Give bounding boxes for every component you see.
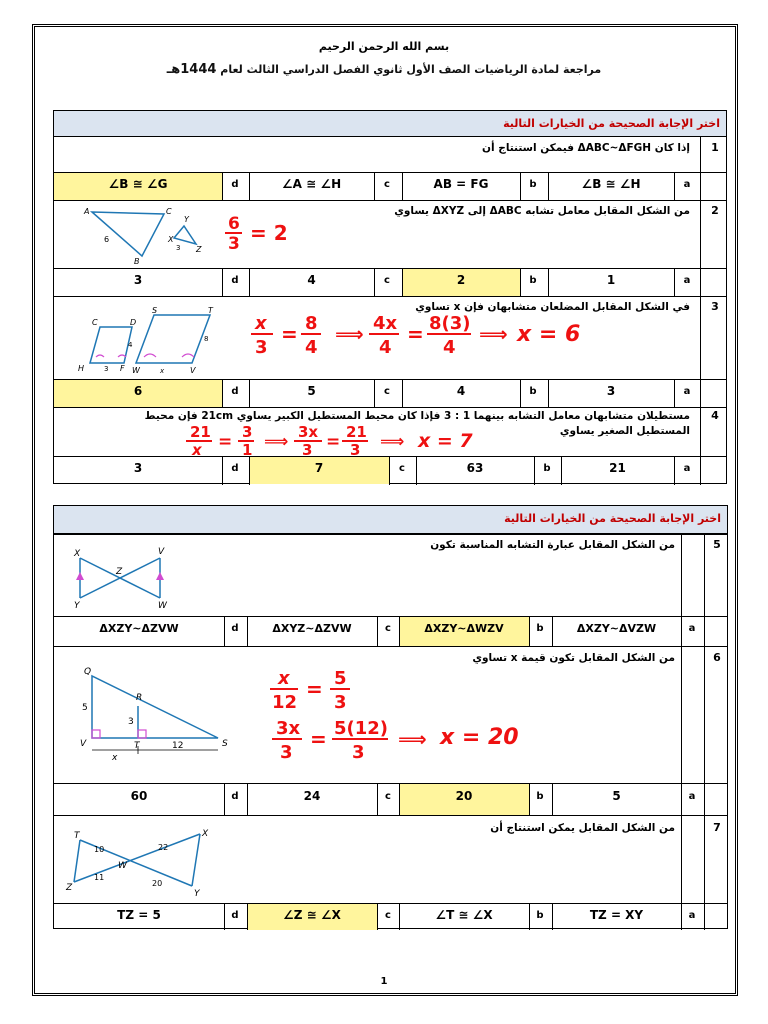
option-letter-a: a xyxy=(688,623,696,634)
label-12: 12 xyxy=(172,741,184,751)
svg-text:4x: 4x xyxy=(373,313,398,334)
q7-option-d[interactable]: TZ = 5 xyxy=(117,908,161,922)
label-Z: Z xyxy=(196,245,202,254)
option-letter-a: a xyxy=(688,791,696,802)
label-6: 6 xyxy=(104,235,110,244)
option-letter-d: d xyxy=(231,386,239,397)
label-S: S xyxy=(222,739,228,749)
label-22: 22 xyxy=(158,843,169,852)
section-heading-1: اختر الإجابة الصحيحة من الخيارات التالية xyxy=(54,111,726,137)
svg-text:=: = xyxy=(218,432,233,452)
label-8: 8 xyxy=(204,335,209,343)
svg-text:3: 3 xyxy=(334,692,347,713)
option-letter-c: c xyxy=(384,386,390,397)
svg-text:8(3): 8(3) xyxy=(429,313,471,334)
label-Y: Y xyxy=(194,889,200,899)
q1-option-a[interactable]: ∠B ≅ ∠H xyxy=(581,177,641,191)
label-C: C xyxy=(166,207,172,216)
q6-option-d[interactable]: 60 xyxy=(130,789,148,803)
question-text-2: من الشكل المقابل معامل تشابه ΔABC إلى ΔXYZ يساوي xyxy=(394,205,690,217)
question-text-1: إذا كان ΔABC~ΔFGH فيمكن استنتاج أن xyxy=(482,142,690,154)
label-A: A xyxy=(84,207,90,216)
q4-option-d[interactable]: 3 xyxy=(133,461,143,475)
label-3: 3 xyxy=(128,717,134,727)
svg-text:8: 8 xyxy=(305,313,318,334)
question-number-1: 1 xyxy=(711,141,719,154)
label-W: W xyxy=(132,366,140,375)
q7-option-c[interactable]: ∠Z ≅ ∠X xyxy=(283,908,341,922)
svg-text:4: 4 xyxy=(379,337,392,358)
option-letter-c: c xyxy=(385,623,391,634)
option-letter-a: a xyxy=(683,179,691,190)
svg-text:3: 3 xyxy=(255,337,268,358)
question-number-2: 2 xyxy=(711,204,719,217)
option-letter-a: a xyxy=(683,463,691,474)
option-letter-a: a xyxy=(683,275,691,286)
q3-option-c[interactable]: 5 xyxy=(307,384,316,398)
label-T: T xyxy=(134,741,140,751)
option-letter-b: b xyxy=(529,179,537,190)
option-letter-d: d xyxy=(231,179,239,190)
option-letter-c: c xyxy=(384,275,390,286)
q7-option-a[interactable]: TZ = XY xyxy=(589,908,644,922)
svg-text:=: = xyxy=(407,322,424,346)
svg-text:5: 5 xyxy=(334,668,347,689)
svg-text:3x: 3x xyxy=(298,423,319,441)
label-11: 11 xyxy=(94,873,105,882)
label-W: W xyxy=(158,601,167,611)
label-X: X xyxy=(202,829,209,839)
label-T: T xyxy=(208,306,213,315)
svg-text:3: 3 xyxy=(350,441,361,459)
label-3: 3 xyxy=(176,244,181,252)
option-letter-d: d xyxy=(231,275,239,286)
label-D: D xyxy=(130,318,137,327)
q5-bowtie-figure xyxy=(70,546,180,610)
q2-handwritten-work xyxy=(222,213,322,253)
q6-option-a[interactable]: 5 xyxy=(612,789,621,803)
question-text-4: مستطيلان متشابهان معامل التشابه بينهما 1 : 3 فإذا كان محيط المستطيل الكبير يساوي 21cm فإن محيط المستطيل الصغير يساوي xyxy=(144,410,690,437)
svg-text:⟹: ⟹ xyxy=(264,432,289,452)
label-V: V xyxy=(80,739,87,749)
q7-option-b[interactable]: ∠T ≅ ∠X xyxy=(435,908,493,922)
option-letter-b: b xyxy=(536,623,544,634)
question-text-7: من الشكل المقابل يمكن استنتاج أن xyxy=(490,822,675,834)
svg-text:4: 4 xyxy=(443,337,456,358)
q5-option-a[interactable]: ΔXZY~ΔVZW xyxy=(576,622,657,635)
option-letter-a: a xyxy=(683,386,691,397)
question-text-3: في الشكل المقابل المضلعان متشابهان فإن x تساوي xyxy=(415,301,690,313)
bismillah: بسم الله الرحمن الرحيم xyxy=(318,40,450,53)
option-letter-c: c xyxy=(385,791,391,802)
q3-option-b[interactable]: 4 xyxy=(456,384,466,398)
q6-option-c[interactable]: 24 xyxy=(303,789,321,803)
option-letter-b: b xyxy=(529,386,537,397)
label-X: X xyxy=(168,235,174,244)
q6-triangle-figure xyxy=(76,666,236,766)
svg-text:12: 12 xyxy=(272,692,298,713)
label-Y: Y xyxy=(184,215,189,224)
q3-option-d[interactable]: 6 xyxy=(133,384,143,398)
question-number-3: 3 xyxy=(711,300,719,313)
option-letter-d: d xyxy=(231,791,239,802)
label-C: C xyxy=(92,318,98,327)
q3-polygons-figure xyxy=(74,305,214,375)
q3-option-a[interactable]: 3 xyxy=(606,384,616,398)
question-number-5: 5 xyxy=(713,538,721,551)
label-F: F xyxy=(120,364,125,373)
svg-text:=: = xyxy=(306,677,323,701)
q6-handwritten-work xyxy=(254,664,554,774)
q1-option-b[interactable]: AB = FG xyxy=(433,177,489,191)
option-letter-a: a xyxy=(688,910,696,921)
q2-option-c[interactable]: 4 xyxy=(307,273,316,287)
label-X: X xyxy=(74,549,81,559)
page-number: 1 xyxy=(380,976,388,987)
label-Q: Q xyxy=(84,667,92,677)
svg-text:= 2: = 2 xyxy=(250,221,288,245)
svg-text:⟹: ⟹ xyxy=(398,727,427,751)
svg-text:4: 4 xyxy=(305,337,318,358)
label-Z: Z xyxy=(116,567,123,577)
option-letter-c: c xyxy=(399,463,405,474)
svg-text:x = 20: x = 20 xyxy=(440,725,519,750)
questions-table-1 xyxy=(53,110,727,484)
label-T: T xyxy=(74,831,80,841)
label-Y: Y xyxy=(74,601,80,611)
svg-text:3: 3 xyxy=(352,742,365,763)
label-20: 20 xyxy=(152,879,163,888)
page-subtitle: مراجعة لمادة الرياضيات الصف الأول ثانوي الفصل الدراسي الثالث لعام 1444هـ xyxy=(166,62,602,77)
label-5: 5 xyxy=(82,703,88,713)
q1-option-c[interactable]: ∠A ≅ ∠H xyxy=(281,177,342,191)
label-4: 4 xyxy=(128,341,133,349)
svg-text:5(12): 5(12) xyxy=(334,718,389,739)
q2-option-b[interactable]: 2 xyxy=(456,273,466,287)
option-letter-d: d xyxy=(231,623,239,634)
label-3: 3 xyxy=(104,365,109,373)
svg-text:⟹: ⟹ xyxy=(380,432,405,452)
svg-text:=: = xyxy=(310,727,327,751)
questions-table-2 xyxy=(53,505,728,929)
svg-text:21: 21 xyxy=(190,423,211,441)
svg-text:6: 6 xyxy=(228,214,240,234)
option-letter-b: b xyxy=(529,275,537,286)
question-number-7: 7 xyxy=(713,821,721,834)
q4-option-a[interactable]: 21 xyxy=(609,461,626,475)
svg-text:⟹: ⟹ xyxy=(479,322,508,346)
svg-text:x: x xyxy=(192,441,202,459)
svg-text:=: = xyxy=(326,432,341,452)
svg-text:3: 3 xyxy=(242,423,253,441)
option-letter-c: c xyxy=(384,179,390,190)
label-V: V xyxy=(158,547,165,557)
q2-option-d[interactable]: 3 xyxy=(133,273,143,287)
q5-option-c[interactable]: ΔXYZ~ΔZVW xyxy=(272,622,352,635)
label-B: B xyxy=(134,257,140,266)
section-heading-2: اختر الإجابة الصحيحة من الخيارات التالية xyxy=(54,506,727,534)
svg-text:3: 3 xyxy=(302,441,313,459)
label-10: 10 xyxy=(94,845,105,854)
svg-text:x: x xyxy=(255,313,267,334)
option-letter-b: b xyxy=(536,791,544,802)
svg-text:21: 21 xyxy=(346,423,367,441)
option-letter-b: b xyxy=(536,910,544,921)
question-number-4: 4 xyxy=(711,409,719,422)
q2-option-a[interactable]: 1 xyxy=(606,273,616,287)
label-V: V xyxy=(190,366,196,375)
label-W: W xyxy=(118,861,127,871)
q5-option-b[interactable]: ΔXZY~ΔWZV xyxy=(424,622,504,635)
q4-handwritten-work xyxy=(184,421,544,461)
svg-text:⟹: ⟹ xyxy=(335,322,364,346)
label-S: S xyxy=(152,306,158,315)
svg-text:3: 3 xyxy=(228,234,240,254)
option-letter-d: d xyxy=(231,910,239,921)
svg-text:3: 3 xyxy=(280,742,293,763)
question-text-6: من الشكل المقابل تكون قيمة x تساوي xyxy=(472,652,675,664)
svg-text:x = 6: x = 6 xyxy=(517,322,581,347)
svg-text:x: x xyxy=(278,668,290,689)
label-R: R xyxy=(136,693,143,703)
label-x: x xyxy=(112,753,118,763)
q2-triangles-figure xyxy=(74,206,214,266)
q3-handwritten-work xyxy=(249,309,669,369)
option-letter-c: c xyxy=(385,910,391,921)
q4-option-b[interactable]: 63 xyxy=(466,461,484,475)
svg-text:=: = xyxy=(281,322,298,346)
option-letter-d: d xyxy=(231,463,239,474)
svg-text:3x: 3x xyxy=(276,718,301,739)
label-Z: Z xyxy=(66,883,73,893)
label-H: H xyxy=(78,364,85,373)
question-number-6: 6 xyxy=(713,651,721,664)
q6-option-b[interactable]: 20 xyxy=(455,789,473,803)
year: 1444هـ xyxy=(166,62,217,77)
q4-option-c[interactable]: 7 xyxy=(314,461,324,475)
label-x: x xyxy=(160,367,165,375)
svg-text:x = 7: x = 7 xyxy=(418,430,473,452)
question-text-5: من الشكل المقابل عبارة التشابه المناسبة تكون xyxy=(430,539,675,551)
svg-text:1: 1 xyxy=(242,441,253,459)
option-letter-b: b xyxy=(543,463,551,474)
q1-option-d[interactable]: ∠B ≅ ∠G xyxy=(108,177,168,191)
q5-option-d[interactable]: ΔXZY~ΔZVW xyxy=(99,622,179,635)
q7-bowtie-figure xyxy=(66,828,216,900)
